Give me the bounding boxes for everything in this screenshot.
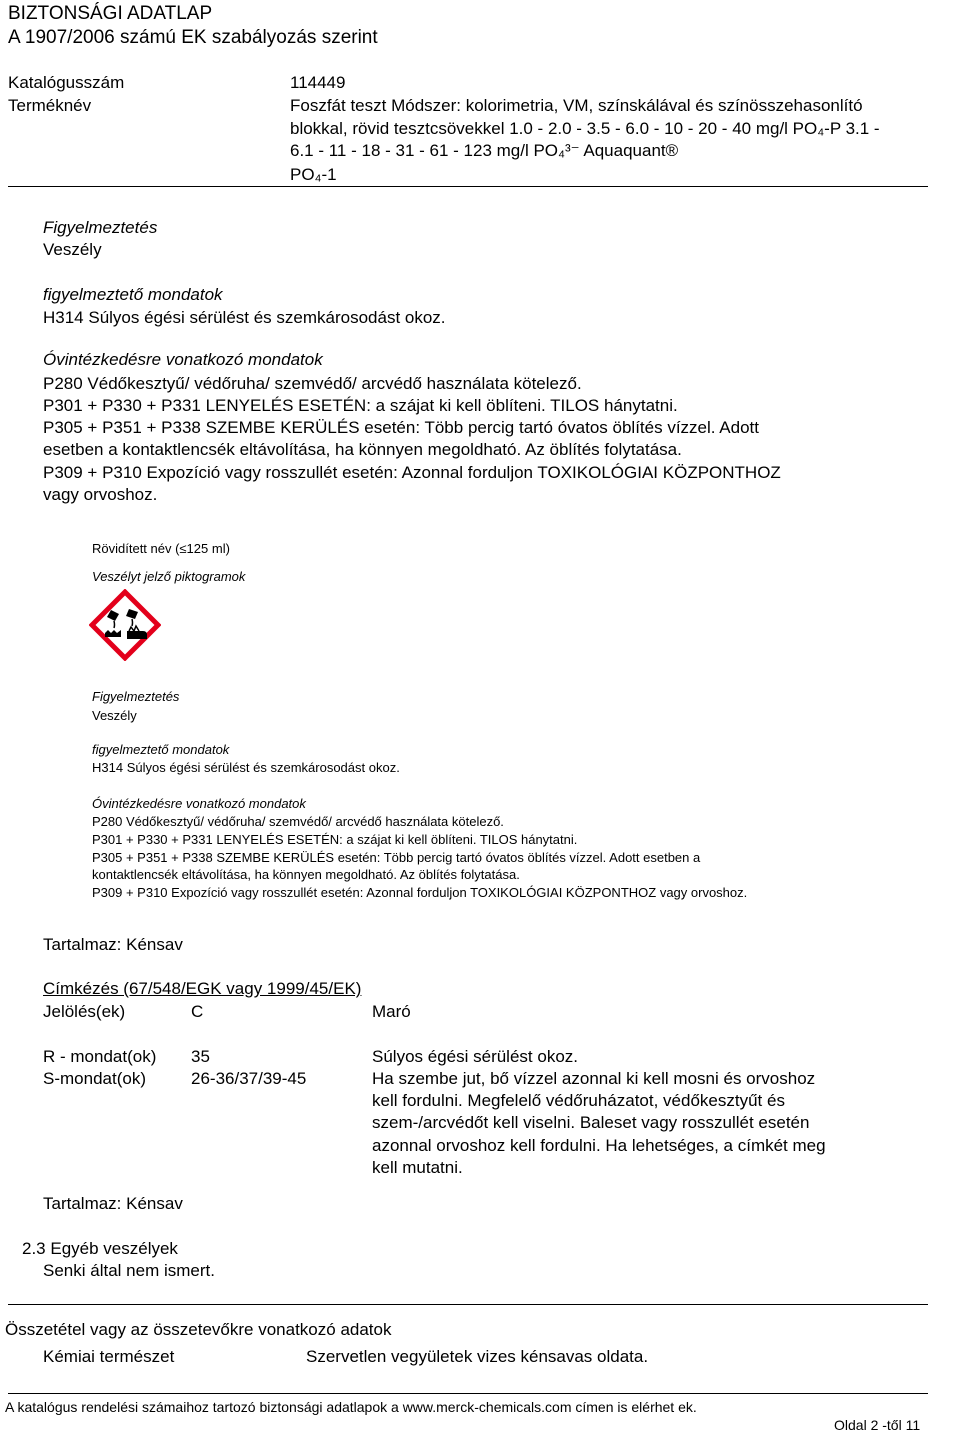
chemical-nature-value: Szervetlen vegyületek vizes kénsavas oldata. bbox=[306, 1347, 649, 1366]
section-divider bbox=[8, 1304, 928, 1305]
short-name-label: Rövidített név (≤125 ml) bbox=[92, 541, 230, 556]
r-phrase-label: R - mondat(ok) bbox=[43, 1047, 157, 1066]
r-phrase-text: Súlyos égési sérülést okoz. bbox=[372, 1047, 578, 1066]
chemical-nature-label: Kémiai természet bbox=[43, 1347, 175, 1366]
s-phrase-code: 26-36/37/39-45 bbox=[191, 1069, 307, 1088]
corrosive-pictogram bbox=[89, 589, 161, 661]
precautionary-statements-label: Óvintézkedésre vonatkozó mondatok bbox=[92, 796, 306, 811]
s-phrase-line: Ha szembe jut, bő vízzel azonnal ki kell mosni és orvoshoz bbox=[372, 1069, 816, 1088]
contains-text: Tartalmaz: Kénsav bbox=[43, 935, 183, 954]
other-hazards-title: 2.3 Egyéb veszélyek bbox=[22, 1239, 178, 1258]
precautionary-line: P301 + P330 + P331 LENYELÉS ESETÉN: a szájat ki kell öblíteni. TILOS hánytatni. bbox=[43, 396, 678, 415]
signal-word-value: Veszély bbox=[43, 240, 102, 259]
precautionary-line: P305 + P351 + P338 SZEMBE KERÜLÉS esetén: Több percig tartó óvatos öblítés vízzel. Adott bbox=[43, 418, 759, 437]
catalog-value: 114449 bbox=[290, 73, 346, 92]
catalog-label: Katalógusszám bbox=[8, 73, 125, 92]
pictogram-label: Veszélyt jelző piktogramok bbox=[92, 569, 246, 584]
product-label: Terméknév bbox=[8, 96, 92, 115]
page-number: Oldal 2 -től 11 bbox=[834, 1417, 921, 1433]
precautionary-line: P280 Védőkesztyű/ védőruha/ szemvédő/ arcvédő használata kötelező. bbox=[43, 374, 582, 393]
s-phrase-line: azonnal orvoshoz kell fordulni. Ha lehetséges, a címkét meg bbox=[372, 1136, 826, 1155]
hazard-statement: H314 Súlyos égési sérülést és szemkárosodást okoz. bbox=[92, 760, 400, 775]
signal-word-label: Figyelmeztetés bbox=[43, 218, 158, 237]
labeling-title: Címkézés (67/548/EGK vagy 1999/45/EK) bbox=[43, 979, 362, 998]
signal-word-value: Veszély bbox=[92, 708, 137, 723]
precautionary-line: P305 + P351 + P338 SZEMBE KERÜLÉS esetén: Több percig tartó óvatos öblítés vízzel. Adott esetben a bbox=[92, 850, 701, 865]
precautionary-line: vagy orvoshoz. bbox=[43, 485, 158, 504]
header-divider bbox=[8, 186, 928, 187]
s-phrase-line: kell mutatni. bbox=[372, 1158, 463, 1177]
document-title: BIZTONSÁGI ADATLAP bbox=[8, 3, 213, 24]
precautionary-line: P309 + P310 Expozíció vagy rosszullét esetén: Azonnal forduljon TOXIKOLÓGIAI KÖZPONTHOZ bbox=[43, 463, 781, 482]
precautionary-statements-label: Óvintézkedésre vonatkozó mondatok bbox=[43, 350, 323, 369]
marking-label: Jelölés(ek) bbox=[43, 1002, 126, 1021]
r-phrase-code: 35 bbox=[191, 1047, 210, 1066]
document-subtitle: A 1907/2006 számú EK szabályozás szerint bbox=[8, 27, 378, 48]
hazard-statements-label: figyelmeztető mondatok bbox=[43, 285, 223, 304]
composition-title: Összetétel vagy az összetevőkre vonatkozó adatok bbox=[5, 1320, 392, 1339]
hazard-statements-label: figyelmeztető mondatok bbox=[92, 742, 230, 757]
product-line: 6.1 - 11 - 18 - 31 - 61 - 123 mg/l PO₄³⁻ Aquaquant® bbox=[290, 141, 679, 160]
marking-code: C bbox=[191, 1002, 204, 1021]
footer-note: A katalógus rendelési számaihoz tartozó biztonsági adatlapok a www.merck-chemicals.com címen is elérhet ek. bbox=[5, 1399, 697, 1415]
other-hazards-text: Senki által nem ismert. bbox=[43, 1261, 215, 1280]
s-phrase-label: S-mondat(ok) bbox=[43, 1069, 146, 1088]
product-line: blokkal, rövid tesztcsövekkel 1.0 - 2.0 - 3.5 - 6.0 - 10 - 20 - 40 mg/l PO₄-P 3.1 - bbox=[290, 119, 880, 138]
footer-divider bbox=[8, 1393, 928, 1394]
s-phrase-line: kell fordulni. Megfelelő védőruházatot, védőkesztyűt és bbox=[372, 1091, 785, 1110]
s-phrase-line: szem-/arcvédőt kell viselni. Baleset vagy rosszullét esetén bbox=[372, 1113, 810, 1132]
hazard-statement: H314 Súlyos égési sérülést és szemkárosodást okoz. bbox=[43, 308, 446, 327]
ghs05-corrosive-icon bbox=[89, 589, 161, 661]
product-line: Foszfát teszt Módszer: kolorimetria, VM, színskálával és színösszehasonlító bbox=[290, 96, 863, 115]
precautionary-line: P280 Védőkesztyű/ védőruha/ szemvédő/ arcvédő használata kötelező. bbox=[92, 814, 504, 829]
signal-word-label: Figyelmeztetés bbox=[92, 689, 180, 704]
marking-text: Maró bbox=[372, 1002, 411, 1021]
precautionary-line: P309 + P310 Expozíció vagy rosszullét esetén: Azonnal forduljon TOXIKOLÓGIAI KÖZPONTHOZ vagy orvoshoz. bbox=[92, 885, 748, 900]
precautionary-line: P301 + P330 + P331 LENYELÉS ESETÉN: a szájat ki kell öblíteni. TILOS hánytatni. bbox=[92, 832, 578, 847]
product-line: PO₄-1 bbox=[290, 165, 337, 184]
contains-text: Tartalmaz: Kénsav bbox=[43, 1194, 183, 1213]
precautionary-line: esetben a kontaktlencsék eltávolítása, ha könnyen megoldható. Az öblítés folytatása. bbox=[43, 440, 682, 459]
precautionary-line: kontaktlencsék eltávolítása, ha könnyen megoldható. Az öblítés folytatása. bbox=[92, 867, 520, 882]
